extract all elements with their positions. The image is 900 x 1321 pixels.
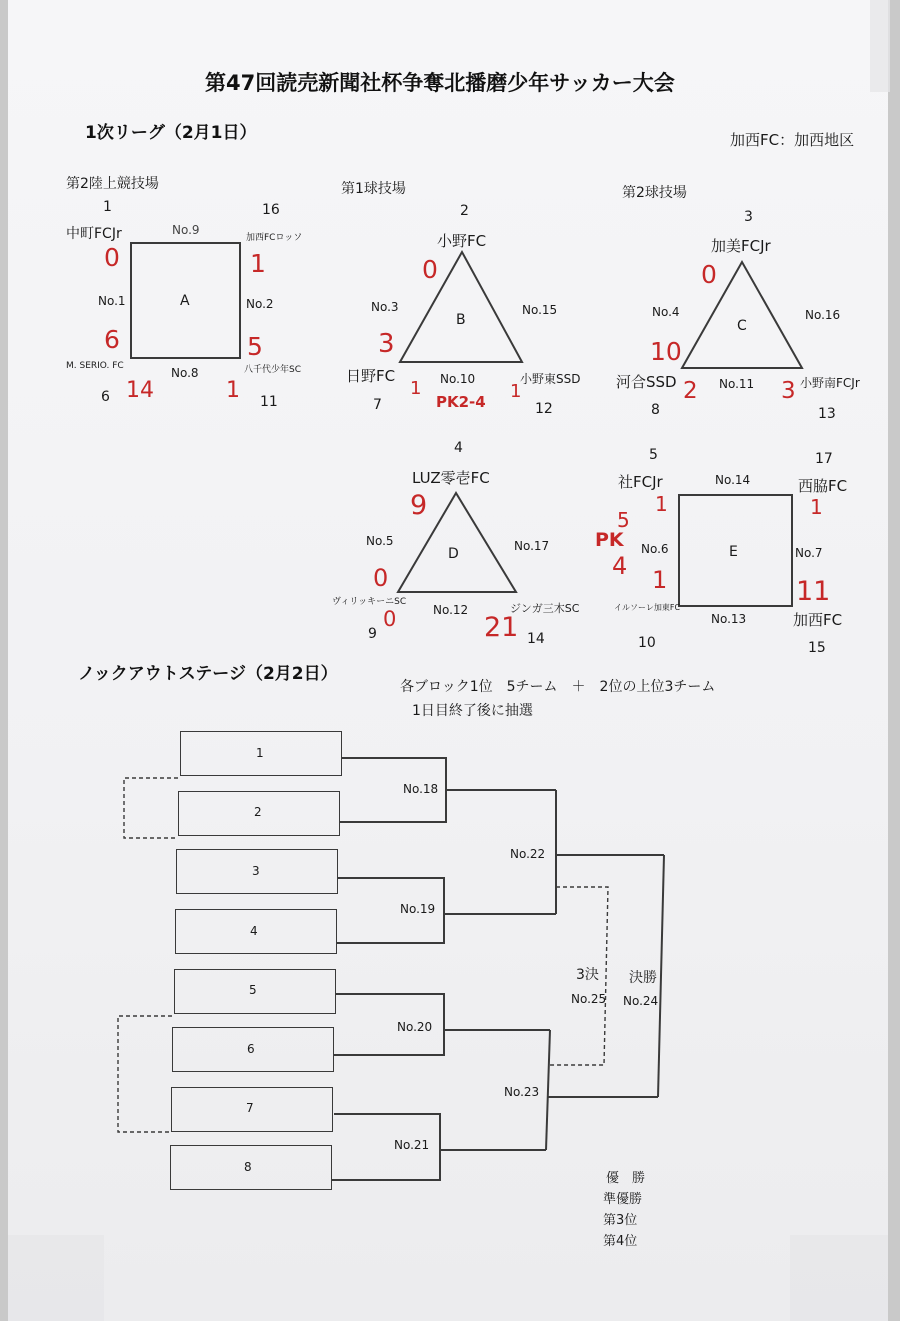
match-no13: No.13: [711, 612, 747, 626]
score-e-pk-bottom: 4: [612, 552, 628, 580]
knockout-note-2: 1日目終了後に抽選: [412, 703, 533, 719]
team-hino: 日野FC: [346, 367, 396, 385]
page-title: 第47回読売新聞社杯争奪北播磨少年サッカー大会: [205, 71, 675, 95]
score-e-pk-top: 5: [617, 508, 630, 532]
score-a-lb: 6: [104, 325, 120, 354]
team-kawai: 河合SSD: [616, 373, 677, 391]
dashed-pair-67: [118, 1016, 172, 1132]
score-d-br: 21: [484, 612, 519, 643]
seed-7: 7: [373, 397, 382, 413]
team-kasai-rosso: 加西FCロッソ: [246, 233, 303, 243]
match-no4: No.4: [652, 305, 680, 319]
result-winner: 優 勝: [606, 1171, 646, 1186]
score-b-tl: 0: [422, 255, 438, 284]
team-jinga-miki: ジンガ三木SC: [510, 602, 580, 615]
group-c-venue: 第2球技場: [622, 185, 687, 201]
score-e-pk-label: PK: [595, 529, 624, 551]
match-no25: No.25: [571, 992, 607, 1006]
score-b-bl: 1: [410, 378, 422, 399]
match-no15: No.15: [522, 303, 558, 317]
seed-16: 16: [262, 202, 280, 218]
match-no7: No.7: [795, 546, 823, 560]
score-c-lb: 10: [650, 337, 682, 366]
score-a-rb: 5: [247, 332, 263, 361]
seed-12: 12: [535, 401, 553, 417]
team-ono-higashi: 小野東SSD: [520, 372, 581, 386]
score-d-tl: 9: [410, 490, 428, 521]
slot-label-7: 7: [246, 1101, 254, 1115]
match-no1: No.1: [98, 294, 126, 308]
seed-2: 2: [460, 203, 469, 219]
seed-11: 11: [260, 394, 278, 410]
team-yachiyo: 八千代少年SC: [244, 365, 301, 375]
group-b-label: B: [456, 312, 466, 328]
match-no3: No.3: [371, 300, 399, 314]
seed-10: 10: [638, 635, 656, 651]
result-third: 第3位: [603, 1213, 638, 1228]
match-no24: No.24: [623, 994, 659, 1008]
match-no20: No.20: [397, 1020, 433, 1034]
seed-9: 9: [368, 626, 377, 642]
score-e-tr: 1: [810, 495, 823, 519]
result-runner-up: 準優勝: [603, 1192, 643, 1207]
match-no8: No.8: [171, 366, 199, 380]
group-e-label: E: [729, 544, 738, 560]
team-yashiro: 社FCJr: [618, 473, 663, 491]
score-b-pk: PK2-4: [436, 393, 486, 411]
slot-label-8: 8: [244, 1160, 252, 1174]
score-b-lb: 3: [378, 329, 395, 359]
league-heading: 1次リーグ（2月1日）: [85, 123, 257, 143]
team-nishiwaki: 西脇FC: [798, 477, 848, 495]
group-a-label: A: [180, 293, 190, 309]
score-e-rb: 11: [796, 576, 831, 607]
third-place-label: 3決: [576, 967, 599, 983]
slot-label-4: 4: [250, 924, 258, 938]
seed-8: 8: [651, 402, 660, 418]
seed-6: 6: [101, 389, 110, 405]
score-e-tl: 1: [655, 492, 668, 516]
match-no6: No.6: [641, 542, 669, 556]
group-a-venue: 第2陸上競技場: [66, 176, 159, 192]
match-no17: No.17: [514, 539, 550, 553]
team-ono: 小野FC: [437, 232, 487, 250]
slot-label-3: 3: [252, 864, 260, 878]
knockout-note-1: 各ブロック1位 5チーム ＋ 2位の上位3チーム: [400, 679, 716, 695]
team-kami: 加美FCJr: [711, 237, 771, 255]
team-il-sole-kato: イルソーレ加東FC: [614, 603, 681, 612]
match-no11: No.11: [719, 377, 755, 391]
team-kasai: 加西FC: [793, 611, 843, 629]
triangle-c: [682, 262, 802, 368]
score-c-tl: 0: [701, 260, 717, 289]
score-a-bl: 14: [126, 378, 154, 403]
match-no16: No.16: [805, 308, 841, 322]
bracket-sfb: [546, 1030, 550, 1150]
slot-label-2: 2: [254, 805, 262, 819]
team-m-serio: M. SERIO. FC: [66, 361, 124, 371]
team-ono-minami: 小野南FCJr: [800, 376, 860, 390]
match-no12: No.12: [433, 603, 469, 617]
match-no5: No.5: [366, 534, 394, 548]
slot-label-1: 1: [256, 746, 264, 760]
score-a-br: 1: [226, 378, 240, 403]
seed-1: 1: [103, 199, 112, 215]
match-no21: No.21: [394, 1138, 430, 1152]
triangle-b: [400, 252, 522, 362]
dashed-pair-12: [124, 778, 178, 838]
team-nakacho: 中町FCJr: [66, 226, 122, 242]
seed-17: 17: [815, 451, 833, 467]
seed-3: 3: [744, 209, 753, 225]
seed-5: 5: [649, 447, 658, 463]
result-fourth: 第4位: [603, 1234, 638, 1249]
slot-label-5: 5: [249, 983, 257, 997]
score-e-lb: 1: [652, 566, 668, 594]
group-b-venue: 第1球技場: [341, 181, 406, 197]
score-a-tl: 0: [104, 243, 120, 272]
score-b-br: 1: [510, 381, 522, 402]
team-luz: LUZ零壱FC: [412, 469, 490, 487]
match-no23: No.23: [504, 1085, 540, 1099]
final-label: 決勝: [629, 970, 657, 986]
match-no18: No.18: [403, 782, 439, 796]
match-no2: No.2: [246, 297, 274, 311]
region-note: 加西FC：加西地区: [730, 131, 855, 149]
score-c-br: 3: [781, 378, 796, 404]
bracket-final: [658, 855, 664, 1097]
seed-13: 13: [818, 406, 836, 422]
match-no19: No.19: [400, 902, 436, 916]
match-no14: No.14: [715, 473, 751, 487]
score-a-tr: 1: [250, 249, 266, 278]
match-no22: No.22: [510, 847, 546, 861]
score-c-bl: 2: [683, 378, 698, 404]
match-no10: No.10: [440, 372, 476, 386]
seed-15: 15: [808, 640, 826, 656]
score-d-lb: 0: [373, 564, 389, 592]
seed-14: 14: [527, 631, 545, 647]
score-d-bl: 0: [383, 607, 397, 631]
slot-label-6: 6: [247, 1042, 255, 1056]
group-d-label: D: [448, 546, 459, 562]
seed-4: 4: [454, 440, 463, 456]
knockout-heading: ノックアウトステージ（2月2日）: [78, 664, 338, 684]
team-virikkini: ヴィリッキーニSC: [332, 597, 407, 607]
group-c-label: C: [737, 318, 747, 334]
match-no9: No.9: [172, 223, 200, 237]
